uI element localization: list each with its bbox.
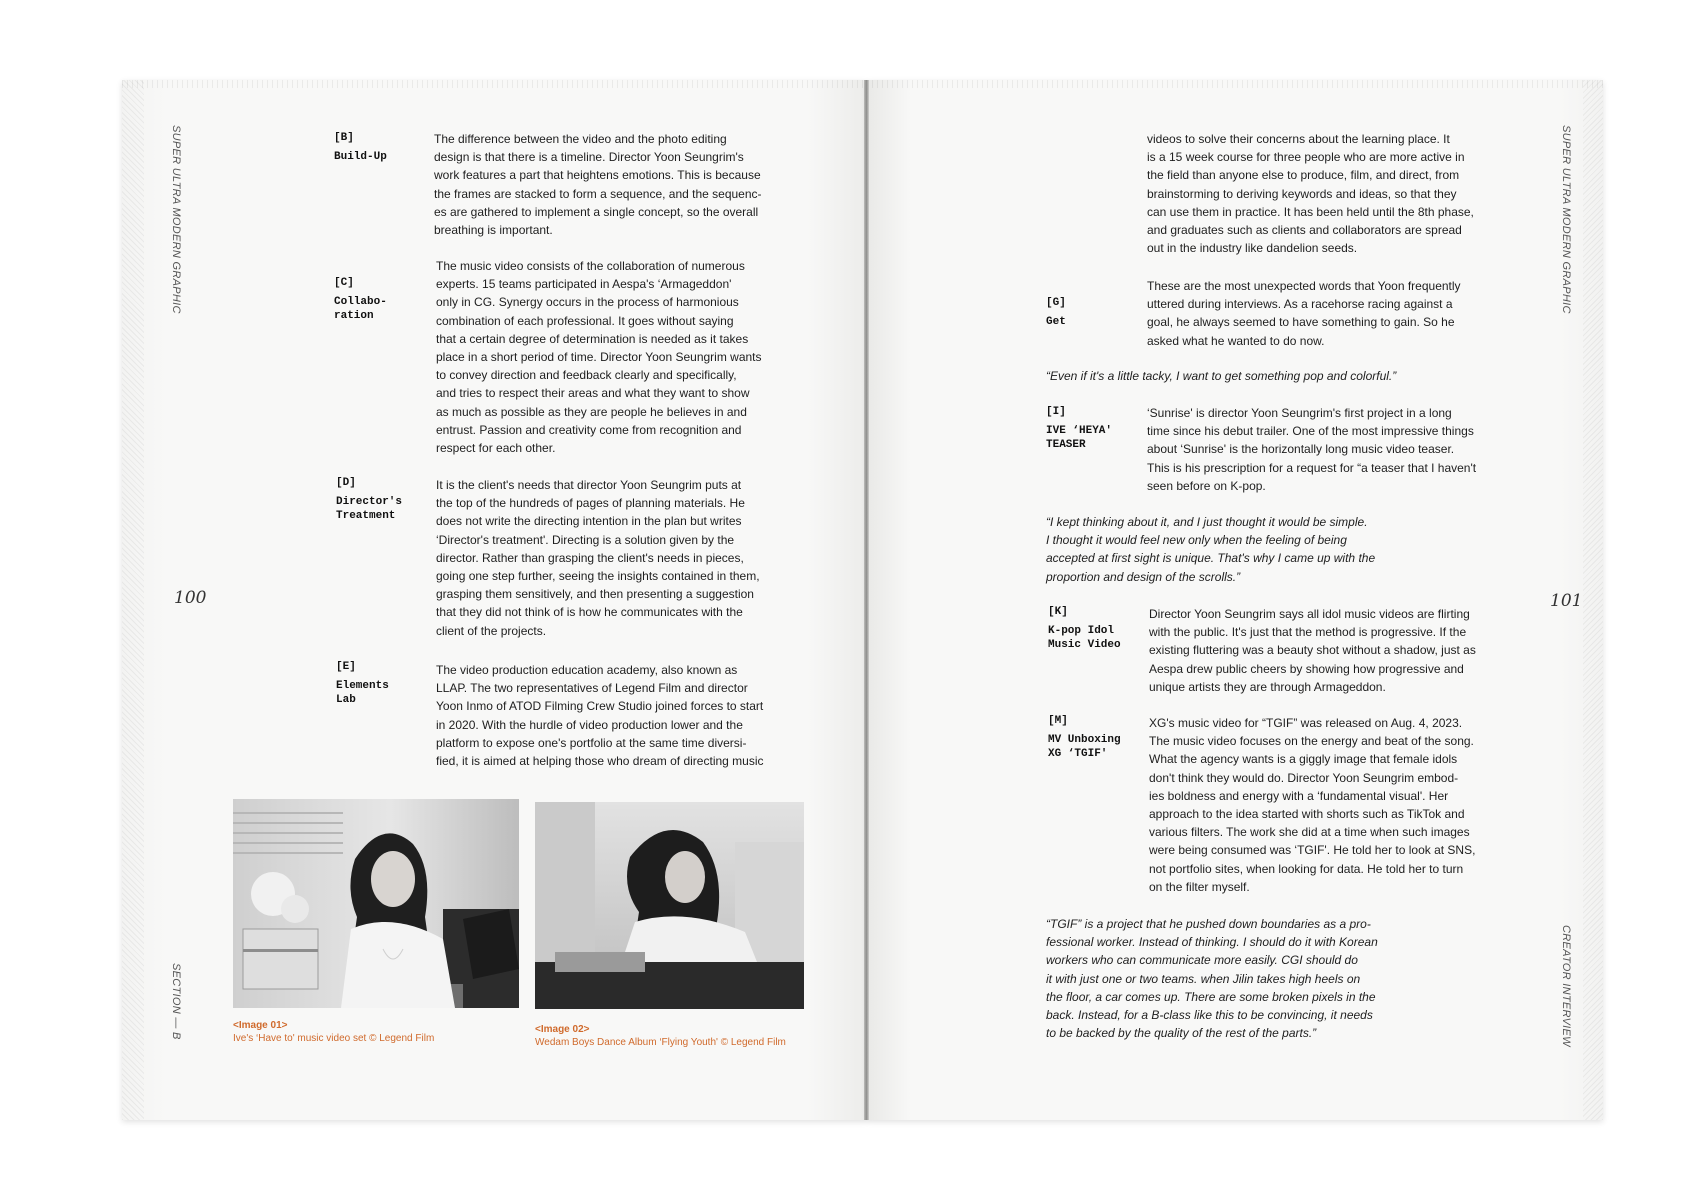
- section-label-left: SECTION — B: [170, 963, 182, 1040]
- caption-text: Wedam Boys Dance Album ‘Flying Youth' © Legend Film: [535, 1037, 786, 1048]
- section-label-g: [1046, 296, 1066, 329]
- section-title: Get: [1046, 316, 1066, 328]
- section-code: [C]: [334, 277, 354, 289]
- running-head-left: SUPER ULTRA MODERN GRAPHIC: [170, 125, 182, 314]
- caption-image-01: [233, 1019, 434, 1045]
- caption-text: Ive's ‘Have to' music video set © Legend Film: [233, 1033, 435, 1044]
- section-title: IVE ‘HEYA' TEASER: [1046, 425, 1113, 451]
- section-label-d: [336, 476, 402, 523]
- section-body-k: Director Yoon Seungrim says all idol music videos are flirting with the public. It's just that the method is progressive. If the existing fluttering was a beauty shot without a shadow, just as Aespa drew public cheers by showing how progressive and unique artists they are through Armageddon.: [1149, 607, 1476, 694]
- section-code: [M]: [1048, 715, 1068, 727]
- section-label-e: [336, 660, 389, 707]
- caption-tag: <Image 02>: [535, 1024, 590, 1035]
- photo-image-01: [233, 799, 519, 1008]
- section-body-b: The difference between the video and the photo editing design is that there is a timeline. Director Yoon Seungrim's work features a part that heightens emotions. This is because the frames are stacked to form a sequence, and the sequenc- es are gathered to implement a single concept, so the overall breathing is important.: [434, 132, 762, 238]
- section-body-e: The video production education academy, also known as LLAP. The two representatives of Legend Film and director Yoon Inmo of ATOD Filming Crew Studio joined forces to start in 2020. With the hurdle of video production lower and the platform to expose one's portfolio at the same time diversi- fied, it is aimed at helping those who dream of directing music: [436, 663, 764, 769]
- photo-image-02: [535, 802, 804, 1009]
- running-head-right: SUPER ULTRA MODERN GRAPHIC: [1560, 125, 1572, 314]
- section-label-b: [334, 131, 387, 164]
- section-label-m: [1048, 714, 1121, 761]
- page-number-left: 100: [174, 588, 207, 608]
- section-title: Director's Treatment: [336, 496, 403, 522]
- section-title: K-pop Idol Music Video: [1048, 625, 1121, 651]
- section-label-i: [1046, 405, 1112, 452]
- caption-tag: <Image 01>: [233, 1020, 288, 1031]
- section-body-c: The music video consists of the collaboration of numerous experts. 15 teams participated in Aespa's ‘Armageddon' only in CG. Synergy occurs in the process of harmonious combination of each professional. It goes without saying that a certain degree of determination is needed as it takes place in a short period of time. Director Yoon Seungrim wants to convey direction and feedback clearly and specifically, and tries to respect their areas and what they want to show as much as possible as they are people he believes in and entrust. Passion and creativity come from recognition and respect for each other.: [436, 259, 762, 456]
- photo-woman-on-set: [233, 799, 519, 1008]
- page-edge-texture-right: [1583, 80, 1603, 1120]
- section-code: [G]: [1046, 297, 1066, 309]
- section-label-right: CREATOR INTERVIEW: [1560, 925, 1572, 1047]
- page-edge-texture-left: [122, 80, 144, 1120]
- quote-i: “I kept thinking about it, and I just thought it would be simple. I thought it would feel new only when the feeling of being accepted at first sight is unique. That's why I came up with the proportion and design of the scrolls.”: [1046, 515, 1376, 584]
- section-title: Build-Up: [334, 151, 387, 163]
- page-edge-texture-top: [122, 80, 1603, 88]
- section-label-k: [1048, 605, 1121, 652]
- section-body-m: XG's music video for “TGIF” was released on Aug. 4, 2023. The music video focuses on the energy and beat of the song. What the agency wants is a giggly image that female idols don't think they would do. Director Yoon Seungrim embod- ies boldness and energy with a ‘fundamental visual'. Her approach to the idea started with shorts such as TikTok and various filters. The work she did at a time when such images were being consumed was ‘TGIF'. He told her to look at SNS, not portfolio sites, when looking for data. He told her to turn on the filter myself.: [1149, 716, 1476, 894]
- section-body-g: These are the most unexpected words that Yoon frequently uttered during interviews. As a racehorse racing against a goal, he always seemed to have something to gain. So he asked what he wanted to do now.: [1147, 279, 1461, 348]
- page-number-right: 101: [1550, 591, 1583, 611]
- section-body-i: ‘Sunrise' is director Yoon Seungrim's first project in a long time since his debut trailer. One of the most impressive things about ‘Sunrise' is the horizontally long music video teaser. This is his prescription for a request for “a teaser that I haven't seen before on K-pop.: [1147, 406, 1477, 493]
- continuation-text: videos to solve their concerns about the learning place. It is a 15 week course for three people who are more active in the field than anyone else to produce, film, and direct, from brainstorming to deriving keywords and ideas, so that they can use them in practice. It has been held until the 8th phase, and graduates such as clients and collaborators are spread out in the industry like dandelion seeds.: [1147, 132, 1474, 256]
- section-code: [D]: [336, 477, 356, 489]
- section-code: [I]: [1046, 406, 1066, 418]
- quote-m: “TGIF” is a project that he pushed down boundaries as a pro- fessional worker. Instead of thinking. I should do it with Korean workers who can communicate more easily. CGI should do it with just one or two teams. when Jilin takes high heels on the floor, a car comes up. There are some broken pixels in the back. Instead, for a B-class like this to be convincing, it needs to be backed by the quality of the rest of the parts.”: [1046, 917, 1378, 1041]
- section-title: Elements Lab: [336, 680, 389, 706]
- section-code: [B]: [334, 132, 354, 144]
- caption-image-02: [535, 1023, 786, 1049]
- section-code: [E]: [336, 661, 356, 673]
- section-code: [K]: [1048, 606, 1068, 618]
- section-body-d: It is the client's needs that director Yoon Seungrim puts at the top of the hundreds of pages of planning materials. He does not write the directing intention in the plan but writes ‘Director's treatment'. Directing is a solution given by the director. Rather than grasping the client's needs in pieces, going one step further, seeing the insights contained in them, grasping them sensitively, and then presenting a suggestion that they did not think of is how he communicates with the client of the projects.: [436, 478, 760, 638]
- section-title: Collabo- ration: [334, 296, 387, 322]
- quote-g: “Even if it's a little tacky, I want to get something pop and colorful.”: [1046, 369, 1397, 383]
- book-gutter: [864, 80, 869, 1120]
- section-label-c: [334, 276, 387, 323]
- section-title: MV Unboxing XG ‘TGIF': [1048, 734, 1121, 760]
- photo-woman-working: [535, 802, 804, 1009]
